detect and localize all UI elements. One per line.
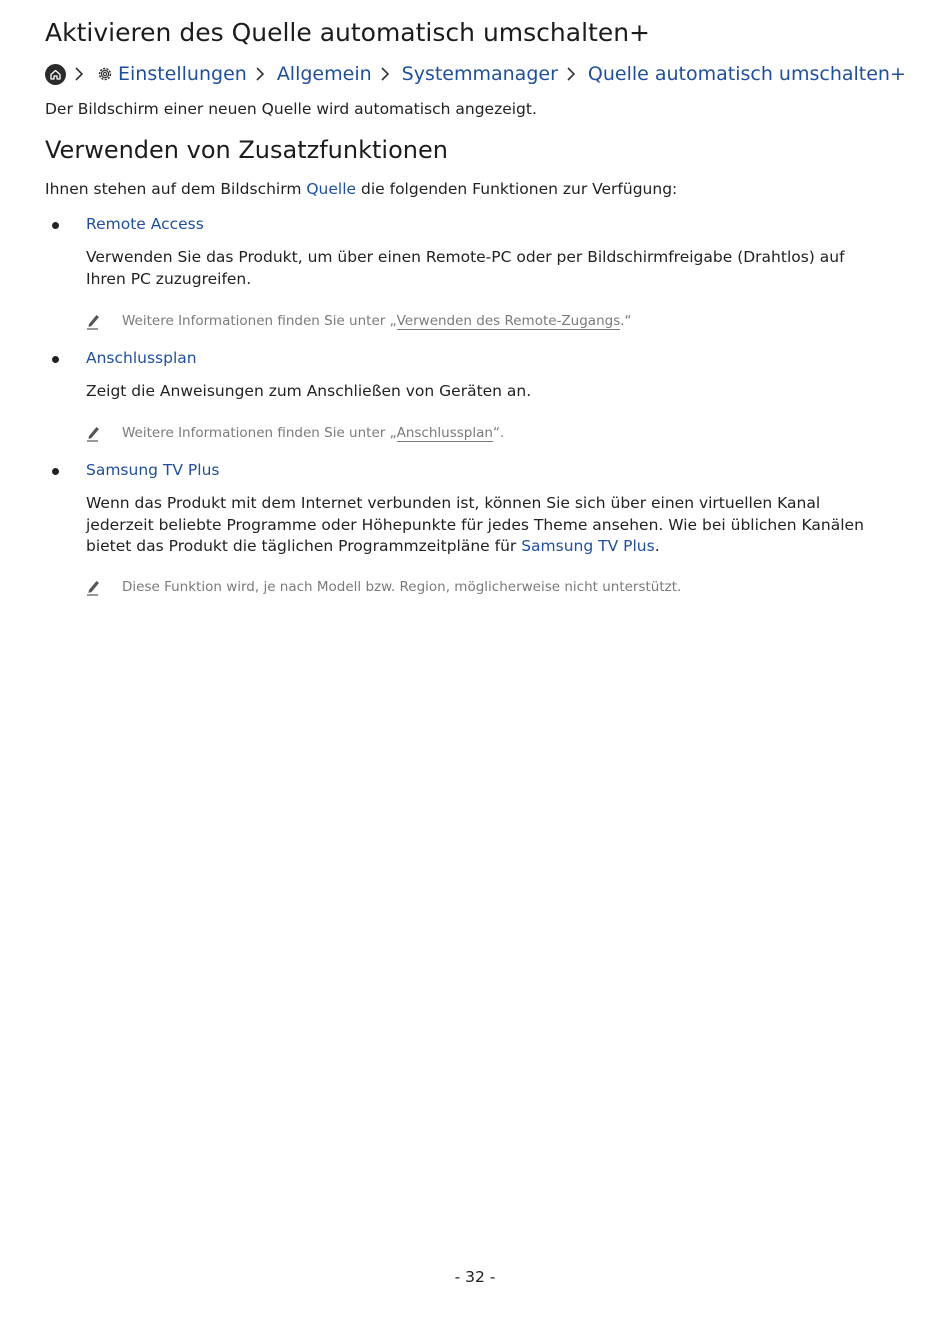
note-prefix: Weitere Informationen finden Sie unter „ [122, 425, 397, 441]
breadcrumb-item-systemmanager[interactable]: Systemmanager [401, 63, 558, 85]
pencil-note-icon [86, 578, 102, 596]
chevron-right-icon [255, 64, 271, 84]
intro-after: die folgenden Funktionen zur Verfügung: [356, 180, 678, 198]
chevron-right-icon [380, 64, 396, 84]
item-body-remote-access: Verwenden Sie das Produkt, um über einen Remote-PC oder per Bildschirmfreigabe (Drahtlos) auf Ihren PC zuzugreifen. [86, 248, 845, 288]
chevron-right-icon [74, 64, 90, 84]
item-body-samsung-tv-plus [86, 493, 886, 558]
body-period: . [654, 537, 660, 555]
lead-text: Der Bildschirm einer neuen Quelle wird automatisch angezeigt. [45, 100, 537, 118]
intro-text [45, 180, 677, 198]
breadcrumb [45, 60, 906, 88]
anschlussplan-link[interactable]: Anschlussplan [396, 424, 493, 441]
note-suffix: .“ [620, 313, 632, 329]
breadcrumb-item-allgemein[interactable]: Allgemein [276, 63, 372, 85]
pencil-note-icon [86, 312, 102, 330]
chevron-right-icon [566, 64, 582, 84]
item-title-samsung-tv-plus: Samsung TV Plus [86, 461, 220, 479]
note-text: Diese Funktion wird, je nach Modell bzw. Region, möglicherweise nicht unterstützt. [122, 579, 682, 595]
intro-before: Ihnen stehen auf dem Bildschirm [45, 180, 307, 198]
item-title-remote-access: Remote Access [86, 215, 204, 233]
breadcrumb-item-quelle-umschalten[interactable]: Quelle automatisch umschalten+ [587, 63, 906, 85]
page-title: Aktivieren des Quelle automatisch umschalten+ [45, 18, 650, 47]
gear-icon [96, 65, 114, 83]
item-title-anschlussplan: Anschlussplan [86, 349, 197, 367]
note-anschlussplan [86, 423, 504, 443]
page-number: - 32 - [454, 1268, 496, 1286]
note-suffix: “. [492, 425, 505, 441]
home-icon [45, 64, 66, 85]
samsung-tv-plus-link[interactable]: Samsung TV Plus [521, 537, 655, 555]
note-prefix: Weitere Informationen finden Sie unter „ [122, 313, 397, 329]
note-samsung-tv-plus [86, 577, 681, 597]
bullet-icon [52, 468, 59, 475]
remote-zugang-link[interactable]: Verwenden des Remote-Zugangs [396, 312, 621, 329]
section-title: Verwenden von Zusatzfunktionen [45, 136, 448, 164]
bullet-icon [52, 356, 59, 363]
quelle-link[interactable]: Quelle [306, 180, 357, 198]
note-remote-access [86, 311, 632, 331]
item-body-anschlussplan: Zeigt die Anweisungen zum Anschließen von Geräten an. [86, 382, 532, 400]
pencil-note-icon [86, 424, 102, 442]
breadcrumb-item-einstellungen[interactable]: Einstellungen [118, 63, 247, 85]
body-text: Wenn das Produkt mit dem Internet verbunden ist, können Sie sich über einen virtuellen Kanal jederzeit beliebte Programme oder Höhepunkte für jedes Theme ansehen. Wie bei üblichen Kanälen bietet das Produkt die täglichen Programmzeitpläne für [86, 494, 864, 555]
bullet-icon [52, 222, 59, 229]
